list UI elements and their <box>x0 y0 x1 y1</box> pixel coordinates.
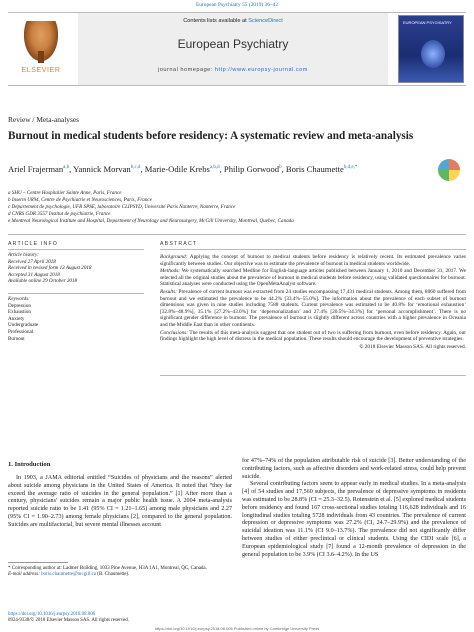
author-name: Philip Gorwood <box>223 163 280 174</box>
methods-label: Methods: <box>160 268 181 275</box>
paper-title: Burnout in medical students before residency: A systematic review and meta-analysis <box>8 130 414 142</box>
homepage-link[interactable]: http://www.europsy-journal.com <box>214 67 308 73</box>
journal-header <box>8 12 466 86</box>
conclusions-label: Conclusions: <box>160 329 188 336</box>
abstract-heading: ABSTRACT <box>160 241 198 247</box>
background-text: Applying the concept of burnout to medical students before residency is relatively recent. Its estimated prevalence varies significantly between studies. Our objective was to estimate the prevalence of burnout in medical students worldwide. <box>160 254 466 267</box>
intro-right-column <box>242 458 466 559</box>
background-label: Background: <box>160 254 188 260</box>
homepage-prefix: journal homepage: <box>158 67 213 73</box>
contents-prefix: Contents lists available at <box>183 18 247 24</box>
affiliations <box>8 190 468 225</box>
email-link[interactable]: boris.chaumette@mcgill.ca <box>41 572 97 578</box>
elsevier-logo[interactable] <box>12 17 70 79</box>
author-affiliation-marker[interactable]: b,d,e,* <box>343 165 358 170</box>
cover-title: EUROPEAN PSYCHIATRY <box>403 20 452 25</box>
affiliation-item: c Département de psychologie, UFR SPSE, laboratoire CLIPSYD, Université Paris Nanterre, Nanterre, France <box>8 204 236 210</box>
results-label: Results: <box>160 288 178 295</box>
article-info-heading: ARTICLE INFO <box>8 241 59 247</box>
history-item: Received in revised form 13 August 2018 <box>8 265 92 272</box>
intro-paragraph: for 47%–74% of the population attributable risk of suicide [3]. Better understanding of the contributing factors, such as affective disorders and work-related stress, could help prevent suicide. <box>242 458 466 480</box>
author-affiliation-marker[interactable]: b <box>279 165 282 170</box>
doi-link[interactable]: https://doi.org/10.1016/j.eurpsy.2018.08.006 <box>8 612 96 617</box>
tree-trunk-icon <box>38 51 44 63</box>
keywords-list <box>8 303 144 343</box>
article-history <box>8 252 144 285</box>
keyword-item: Professional <box>8 328 34 335</box>
author-name: Yannick Morvan <box>73 163 131 174</box>
email-suffix: (B. Chaumette). <box>97 572 130 578</box>
abstract-copyright: © 2018 Elsevier Masson SAS. All rights reserved. <box>359 343 466 350</box>
history-item: Received 27 April 2018 <box>8 258 56 265</box>
issn-line: 0924-9338/© 2018 Elsevier Masson SAS. All rights reserved. <box>8 618 129 623</box>
divider <box>160 249 466 250</box>
author-affiliation-marker[interactable]: a,b,d <box>209 165 220 170</box>
author-name: Ariel Frajerman <box>8 163 64 174</box>
abstract-conclusions <box>160 330 466 343</box>
homepage-line <box>78 67 388 73</box>
affiliation-item: d CNRS GDR 3557 Institut de psychiatrie, France <box>8 211 111 217</box>
methods-text: We systematically searched Medline for English-language articles published between January 1, 2010 and December 31, 2017. We selected all the original studies about the prevalence of burnout in medical students before residency, using validated questionnaires for burnout. Statistical analyses were conducted using the OpenMetaAnalyst software. <box>160 268 466 288</box>
divider <box>160 375 466 376</box>
footnote-divider <box>8 562 68 563</box>
abstract-background <box>160 254 466 267</box>
abstract-results <box>160 289 466 329</box>
published-online-line[interactable]: https://doi.org/10.1016/j.eurpsy.2018.08.006 Published online by Cambridge University Press <box>154 626 320 631</box>
history-list <box>8 259 144 285</box>
abstract-methods <box>160 268 466 288</box>
keywords-title: Keywords: <box>8 296 30 302</box>
divider <box>8 234 466 235</box>
article-identifiers <box>8 612 308 624</box>
results-text: Prevalence of current burnout was extracted from 24 studies encompassing 17,431 medical students. Among them, 8060 suffered from burnout and we estimated the prevalence to be 44.2% [33.4%–55.0%]. The information about the prevalence of each subset of burnout dimensions was given in nine studies including 7588 students. Current prevalence was estimated to be 40.8% for ‘emotional exhaustion’ [32.8%–48.9%], 35.1% [27.2%–43.0%] for ‘depersonalization’ and 27.4% [20.5%–34.3%] for ‘personal accomplishment’. There is no significant gender difference in burnout. The prevalence of burnout is slightly different across countries with a higher prevalence in Oceania and the Middle East than in other continents. <box>160 288 466 328</box>
keyword-item: Exhaustion <box>8 309 31 316</box>
history-title: Article history: <box>8 252 39 258</box>
abstract-body <box>160 254 466 351</box>
email-label: E-mail address: <box>8 572 40 578</box>
sciencedirect-link[interactable]: ScienceDirect <box>248 18 283 24</box>
cover-graphic <box>421 40 445 68</box>
intro-heading: 1. Introduction <box>8 461 51 468</box>
publisher-logo-text: ELSEVIER <box>21 67 61 74</box>
author-name: Marie-Odile Krebs <box>144 163 210 174</box>
affiliation-item: a SHU – Centre Hospitalier Sainte Anne, Paris, France <box>8 190 122 196</box>
keyword-item: Anxiety <box>8 315 25 322</box>
affiliation-item: e Montreal Neurological Institute and Hospital, Department of Neurology and Neurosurgery, McGill University, Montreal, Quebec, Canada <box>8 218 294 224</box>
author-affiliation-marker[interactable]: a,b <box>63 165 70 170</box>
affiliation-item: b Inserm U894, Centre de Psychiatrie et Neurosciences, Paris, France <box>8 197 152 203</box>
corresponding-author: * Corresponding author at: Ladmer Building, 1033 Pine Avenue, H3A 1A1, Montreal, QC, Canada. <box>8 566 207 571</box>
journal-title: European Psychiatry <box>177 37 289 51</box>
journal-cover-thumbnail[interactable] <box>398 15 464 83</box>
divider <box>8 249 144 250</box>
author-list: Ariel Frajerman$^{a,b}$, Yannick Morvan$^{b,c,d}$, Marie-Odile Krebs$^{a,b,d}$, Philip Gorwood$^b$, Boris Chaumette$^{b,d,e,*}$ <box>8 163 358 174</box>
author-name: Boris Chaumette <box>285 163 344 174</box>
keyword-item: Depression <box>8 302 31 309</box>
history-item: Accepted 31 August 2018 <box>8 271 60 278</box>
keyword-item: Burnout <box>8 335 25 342</box>
header-center-band <box>78 13 388 85</box>
history-item: Available online 29 October 2018 <box>8 278 78 285</box>
intro-paragraph: In 1903, a JAMA editorial entitled “Suicides of physicians and the reasons” alerted about suicide among physicians in the United States of America. It noted that “they far exceed the average ratio of suicides in the general population.” [1] After more than a century, physicians' suicides remain a major public health issue. A 2004 meta-analysis reported suicide ratio to be 1.41 (95% CI = 1.21–1.65) among male physicians and 2.27 (95% CI = 1.90–2.73) among female physicians [2], compared to the general population. Suicides are multifactorial, but severe mental illnesses account <box>8 475 232 528</box>
divider <box>8 293 144 294</box>
intro-paragraph: Several contributing factors seem to appear early in medical studies. In a meta-analysis [4] of 54 studies and 17,560 subjects, the prevalence of depressive symptoms in residents was estimated to be 28.8% (CI = 25.3–32.5). Rotenstein et al. [5] explored medical students before residency and found 167 cross-sectional studies totaling 116,628 individuals and 16 longitudinal studies totaling 5728 individuals from 43 countries. The prevalence of current depression or depressive symptoms was 27.2% (CI, 24.7–29.9%) and the prevalence of suicidal ideation was 11.1% (CI 9.0–13.7%). The prevalence did not significantly differ between studies of either preclinical or clinical students. Using the CIDI scale [6], a European epidemiological study [7] found a 12-month prevalence of depression in the general population to be 3.9% (CI 3.6–4.2%). In the US <box>242 481 466 558</box>
journal-reference[interactable]: European Psychiatry 55 (2019) 36–42 <box>195 2 279 8</box>
author-affiliation-marker[interactable]: b,c,d <box>130 165 141 170</box>
footnote <box>8 566 232 579</box>
conclusions-text: The results of this meta-analysis suggest that one student out of two is suffering from burnout, even before residency. Again, our findings highlight the high level of distress in the medical population. These results should encourage the development of preventive strategies. <box>160 329 466 343</box>
section-label: Review / Meta-analyses <box>8 115 80 124</box>
email-line <box>8 572 232 578</box>
intro-left-column <box>8 475 232 530</box>
keywords-block <box>8 296 144 342</box>
crossmark-icon[interactable] <box>438 159 460 181</box>
contents-line <box>78 18 388 24</box>
keyword-item: Undergraduate <box>8 322 39 329</box>
